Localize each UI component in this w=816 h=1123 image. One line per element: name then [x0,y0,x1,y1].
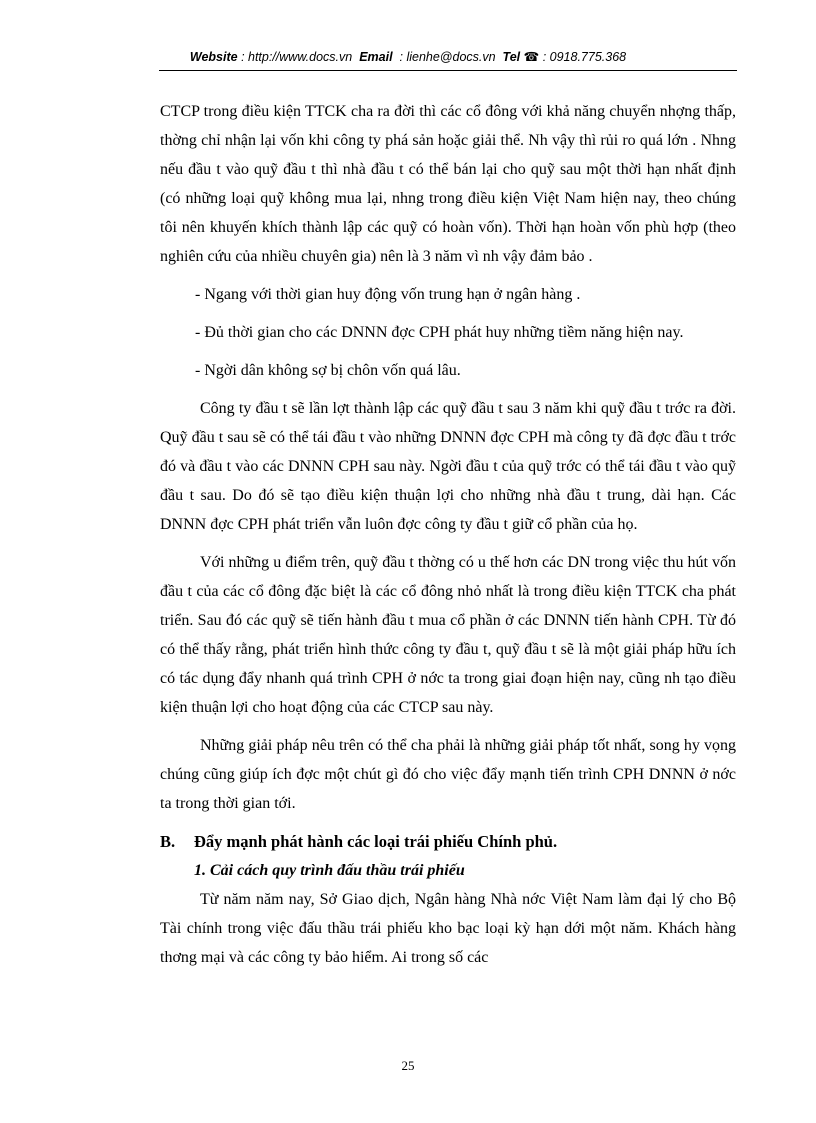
phone-icon: ☎ [523,50,540,64]
subsection-heading: 1. Cải cách quy trình đấu thầu trái phiếu [194,862,465,879]
website-label: Website [189,50,238,64]
header-divider [159,70,737,71]
paragraph-final: Từ năm năm nay, Sở Giao dịch, Ngân hàng Nhà nớc Việt Nam làm đại lý cho Bộ Tài chính trong việc đấu thầu trái phiếu kho bạc loại kỳ hạn dới một năm. Khách hàng thơng mại và các công ty bảo hiểm. Ai trong số các [160,891,736,966]
email-label: Email [359,50,393,64]
dash-item-3: - Ngời dân không sợ bị chôn vốn quá lâu. [195,362,461,379]
paragraph-3: Với những u điểm trên, quỹ đầu t thờng có u thế hơn các DN trong việc thu hút vốn đầu t của các cổ đông đặc biệt là các cổ đông nhỏ nhất là trong điều kiện TTCK cha phát triển. Sau đó các quỹ sẽ tiến hành đầu t mua cổ phần ở các DNNN tiến hành CPH. Từ đó có thể thấy rằng, phát triển hình thức công ty đầu t, quỹ đầu t sẽ là một giải pháp hữu ích có tác dụng đẩy nhanh quá trình CPH ở nớc ta trong giai đoạn hiện nay, cũng nh tạo điều kiện thuận lợi cho hoạt động của các CTCP sau này. [160,554,736,716]
dash-item-1: - Ngang với thời gian huy động vốn trung hạn ở ngân hàng . [195,286,581,303]
page-number: 25 [401,1058,415,1073]
paragraph-2: Công ty đầu t sẽ lần lợt thành lập các quỹ đầu t sau 3 năm khi quỹ đầu t trớc ra đời. Quỹ đầu t sau sẽ có thể tái đầu t vào những DNNN đợc CPH mà công ty đã đợc đầu t trớc đó và đầu t vào các DNNN CPH sau này. Ngời đầu t của quỹ trớc có thể tái đầu t vào quỹ đầu t sau. Do đó sẽ tạo điều kiện thuận lợi cho những nhà đầu t trung, dài hạn. Các DNNN đợc CPH phát triển vẫn luôn đợc công ty đầu t giữ cổ phần của họ. [160,400,736,533]
website-value: : http://www.docs.vn [241,50,353,64]
section-heading [160,827,736,856]
paragraph-4: Những giải pháp nêu trên có thể cha phải là những giải pháp tốt nhất, song hy vọng chúng cũng giúp ích đợc một chút gì đó cho việc đẩy mạnh tiến trình CPH DNNN ở nớc ta trong thời gian tới. [160,737,736,812]
document-body [160,97,736,981]
section-number: B. [160,832,176,851]
section-title: Đẩy mạnh phát hành các loại trái phiếu Chính phủ. [194,832,558,851]
tel-value: : 0918.775.368 [542,50,627,64]
page-header [0,49,816,64]
dash-item-2: - Đủ thời gian cho các DNNN đợc CPH phát huy những tiềm năng hiện nay. [195,324,684,341]
paragraph-1: CTCP trong điều kiện TTCK cha ra đời thì các cổ đông với khả năng chuyển nhợng thấp, thờng chỉ nhận lại vốn khi công ty phá sản hoặc giải thể. Nh vậy thì rủi ro quá lớn . Nhng nếu đầu t vào quỹ đầu t thì nhà đầu t có thể bán lại cho quỹ sau một thời hạn nhất định (có những loại quỹ không mua lại, nhng trong điều kiện Việt Nam hiện nay, theo chúng tôi nên khuyến khích thành lập các quỹ có hoàn vốn). Thời hạn hoàn vốn phù hợp (theo nghiên cứu của nhiều chuyên gia) nên là 3 năm vì nh vậy đảm bảo . [160,103,736,265]
email-value: : lienhe@docs.vn [399,50,496,64]
tel-label: Tel [502,50,521,64]
